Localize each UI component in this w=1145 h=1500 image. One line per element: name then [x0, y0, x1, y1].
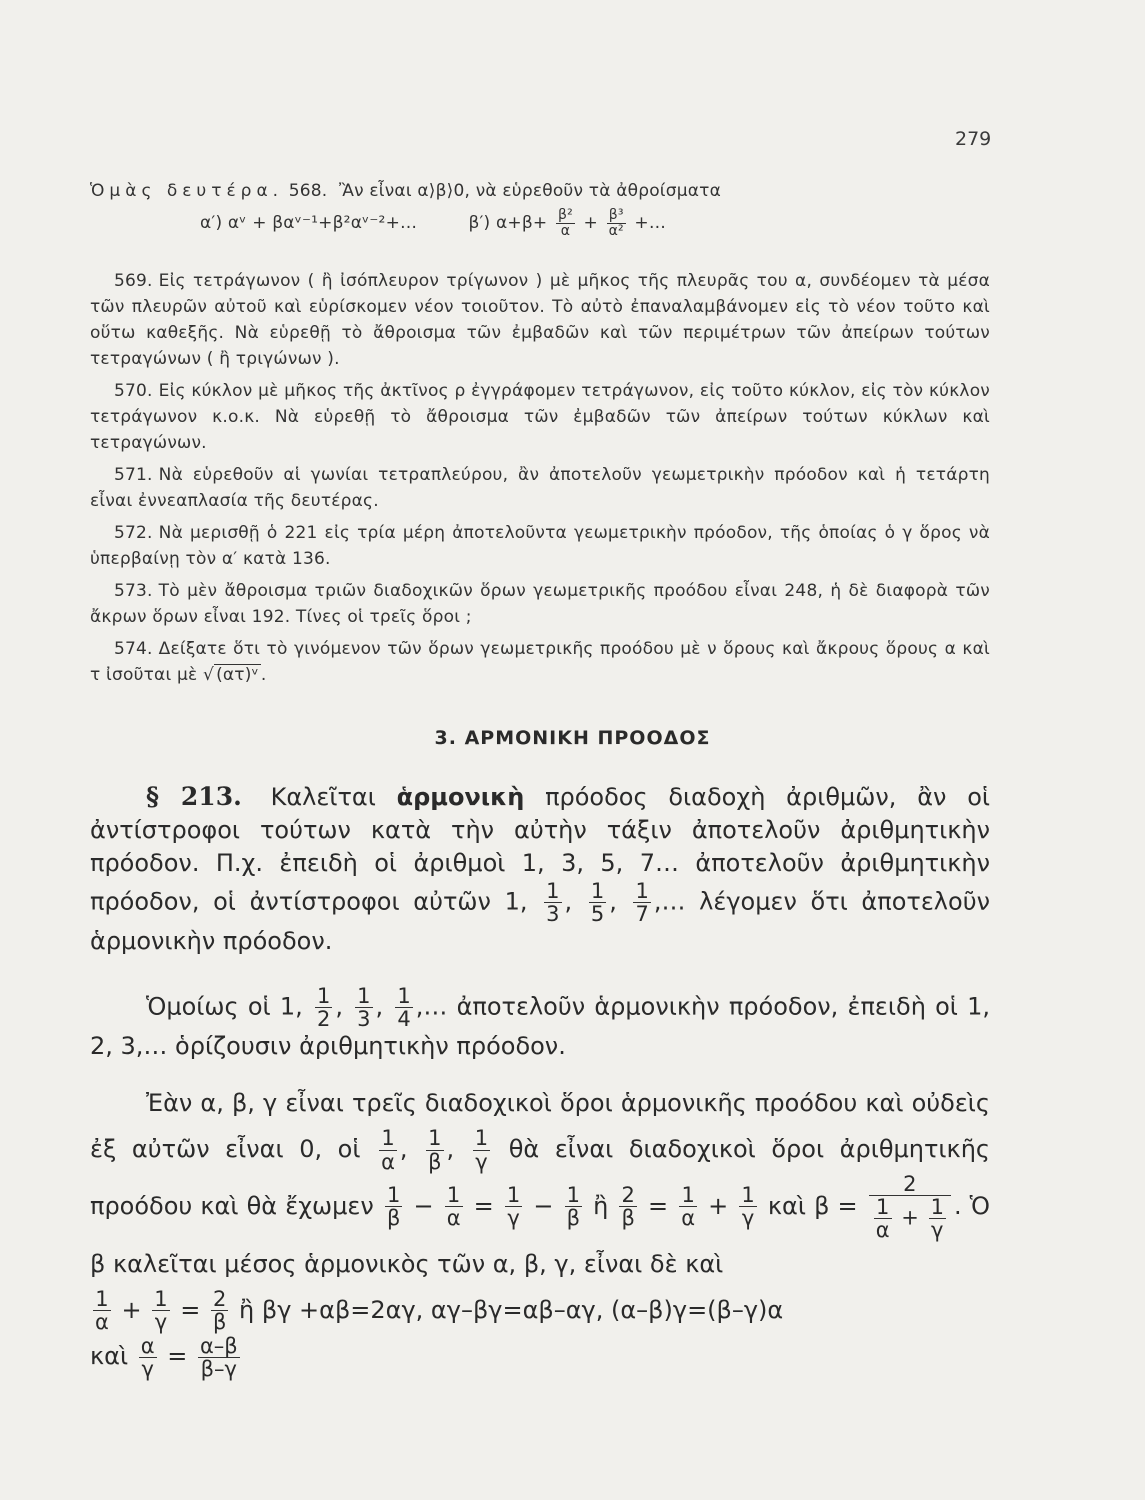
text: Ὁμοίως οἱ 1, — [146, 992, 303, 1021]
text: πρόοδος διαδοχὴ ἀριθμῶν, ἂν οἱ ἀντίστροφοι τούτων κατὰ τὴν αὐτὴν τάξιν ἀποτελοῦν ἀριθμητικὴν πρόοδον. Π.χ. ἐπειδὴ οἱ ἀριθμοὶ 1, 3, 5, 7… ἀποτελοῦν ἀριθμητικὴν πρόοδον, οἱ ἀντίστροφοι αὐτῶν 1, — [90, 783, 990, 916]
paragraph-similarly: Ὁμοίως οἱ 1, $\frac{1}{2}$ , $\frac{1}{3}$ , $\frac{1}{4}$ ,… ἀποτελοῦν ἁρμονικὴν πρόοδον, ἐπειδὴ οἱ 1, 2, 3,… ὁρίζουσιν ἀριθμητικὴν πρόοδον. — [90, 984, 991, 1061]
text-or: ἢ — [239, 1295, 255, 1324]
exercise-text: Εἰς τετράγωνον ( ἢ ἰσόπλευρον τρίγωνον ) μὲ μῆκος τῆς πλευρᾶς του α, συνδέομεν τὰ μέσα τῶν πλευρῶν αὐτοῦ καὶ εὑρίσκομεν νέον τοιοῦτον. Τὸ αὐτὸ ἐπαναλαμβάνομεν εἰς τὸ νέον τοῦτο καὶ οὕτω καθεξῆς. Νὰ εὑρεθῇ τὸ ἄθροισμα τῶν ἐμβαδῶν καὶ τῶν περιμέτρων τῶν ἀπείρων τούτων τετραγώνων ( ἢ τριγώνων ). — [90, 271, 990, 369]
numerator: 1 — [506, 1183, 521, 1208]
equation-line: βγ +αβ=2αγ, αγ–βγ=αβ–αγ, (α–β)γ=(β–γ)α — [261, 1295, 784, 1324]
denominator: α — [381, 1149, 395, 1174]
sqrt-symbol: √ — [203, 665, 215, 685]
denominator: α — [556, 223, 575, 239]
fraction-1-g — [505, 1184, 522, 1229]
fraction-1-g — [152, 1288, 169, 1333]
denominator: α — [681, 1206, 696, 1231]
exercise-568 — [90, 178, 990, 204]
numerator: 2 — [903, 1171, 917, 1196]
exercise-text: Νὰ εὑρεθοῦν αἱ γωνίαι τετραπλεύρου, ἂν ἀποτελοῦν γεωμετρικὴν πρόοδον καὶ ἡ τετάρτη εἶναι ἐννεαπλασία τῆς δευτέρας. — [90, 465, 990, 511]
exercise-569 — [90, 268, 990, 372]
fraction-1-4 — [395, 985, 412, 1030]
fraction-1-b — [385, 1184, 402, 1229]
denominator: γ — [505, 1206, 522, 1229]
numerator: 1 — [357, 984, 371, 1008]
period: . — [260, 665, 267, 685]
numerator: 1 — [428, 1126, 442, 1151]
section-heading: 3. ΑΡΜΟΝΙΚΗ ΠΡΟΟΔΟΣ — [434, 727, 711, 749]
denominator: β — [566, 1206, 580, 1231]
section-mark: § 213. — [146, 782, 242, 811]
exercise-570 — [90, 378, 990, 456]
text: Ἐὰν α, β, γ εἶναι τρεῖς διαδοχικοὶ ὅροι ἁρμονικῆς προόδου καὶ οὐδεὶς ἐξ αὐτῶν εἶναι 0, οἱ — [90, 1089, 990, 1163]
sqrt-content: (ατ)ᵛ — [216, 665, 259, 685]
exercise-text: Δείξατε ὅτι τὸ γινόμενον τῶν ὅρων γεωμετρικῆς προόδου μὲ ν ὅρους καὶ ἄκρους ὅρους α καὶ τ ἰσοῦται μὲ — [90, 639, 990, 685]
denominator: α — [875, 1217, 890, 1242]
formula-a: α′) αᵛ + βαᵛ⁻¹+β²αᵛ⁻²+… — [200, 213, 418, 234]
exercise-text: Νὰ μερισθῇ ὁ 221 εἰς τρία μέρη ἀποτελοῦντα γεωμετρικὴν πρόοδον, τῆς ὁποίας ὁ γ ὅρος νὰ ὑπερβαίνῃ τὸν α′ κατὰ 136. — [90, 523, 990, 569]
group-label: Ὁμὰς δευτέρα. — [90, 181, 284, 201]
denominator: γ — [929, 1218, 946, 1241]
text-or: ἢ — [593, 1191, 609, 1220]
exercise-number: 570. — [114, 381, 153, 401]
exercise-number: 574. — [114, 639, 153, 659]
text: ,… ἀποτελοῦν ἁρμονικὴν πρόοδον, ἐπειδὴ οἱ 1, 2, 3,… ὁρίζουσιν ἀριθμητικὴν πρόοδον. — [90, 992, 991, 1061]
fraction-a-g — [139, 1335, 157, 1380]
fraction-1-g — [473, 1127, 490, 1172]
numerator: 1 — [681, 1183, 695, 1208]
fraction-1-b — [565, 1184, 582, 1229]
denominator: 4 — [397, 1007, 411, 1032]
denominator: α — [446, 1206, 461, 1231]
numerator: 1 — [635, 879, 649, 903]
exercise-number: 571. — [114, 465, 153, 485]
denominator: α² — [608, 222, 624, 239]
fraction-1-a — [445, 1184, 463, 1229]
numerator: β² — [557, 207, 573, 223]
page-number: 279 — [955, 128, 992, 150]
fraction-1-3 — [544, 880, 561, 925]
term-harmonic: ἁρμονικὴ — [396, 783, 525, 811]
denominator: 2 — [316, 1007, 331, 1032]
exercise-571 — [90, 462, 990, 514]
exercise-number: 569. — [114, 271, 153, 291]
denominator: β — [428, 1149, 442, 1174]
numerator: 1 — [590, 879, 605, 903]
fraction-1-a — [379, 1127, 397, 1172]
harmonic-mean-fraction — [869, 1173, 951, 1241]
fraction-1-a — [874, 1196, 892, 1241]
exercise-text: Εἰς κύκλον μὲ μῆκος τῆς ἀκτῖνος ρ ἐγγράφομεν τετράγωνον, εἰς τοῦτο κύκλον, εἰς τὸν κύκλον τετράγωνον κ.ο.κ. Νὰ εὑρεθῇ τὸ ἄθροισμα τῶν ἐμβαδῶν τῶν ἀπείρων τούτων κύκλων καὶ τετραγώνων. — [90, 381, 990, 453]
numerator: 1 — [446, 1183, 461, 1208]
numerator: 1 — [474, 1126, 489, 1151]
denominator: γ — [139, 1357, 157, 1380]
denominator: 5 — [590, 902, 605, 927]
numerator: 1 — [741, 1183, 755, 1208]
denominator: γ — [152, 1310, 169, 1333]
fraction-2-b — [211, 1288, 228, 1333]
fraction-1-g — [929, 1196, 946, 1241]
formula-tail: +… — [634, 213, 667, 234]
numerator: β³ — [608, 207, 624, 223]
numerator: 1 — [154, 1287, 168, 1312]
fraction-1-g — [739, 1184, 756, 1229]
text: θὰ εἶναι διαδοχικοὶ ὅροι ἀριθμητικῆς προόδου καὶ θὰ ἔχωμεν — [90, 1135, 990, 1220]
text: . Ὁ β καλεῖται μέσος ἁρμονικὸς τῶν α, β, γ, εἶναι δὲ καὶ — [90, 1191, 991, 1278]
denominator: γ — [739, 1206, 756, 1229]
exercise-text: Ἂν εἶναι α⟩β⟩0, νὰ εὑρεθοῦν τὰ ἀθροίσματα — [338, 181, 721, 201]
fraction-1-2 — [315, 985, 332, 1030]
numerator: 2 — [212, 1287, 227, 1312]
denominator: β — [212, 1310, 227, 1335]
fraction-amb-bmg — [198, 1335, 240, 1380]
text: Καλεῖται — [270, 783, 376, 811]
numerator: 2 — [621, 1183, 635, 1208]
exercise-text: Τὸ μὲν ἄθροισμα τριῶν διαδοχικῶν ὅρων γεωμετρικῆς προόδου εἶναι 248, ἡ δὲ διαφορὰ τῶν ἄκρων ὅρων εἶναι 192. Τίνες οἱ τρεῖς ὅροι ; — [90, 581, 990, 627]
fraction-2-b — [619, 1184, 636, 1229]
denominator: 3 — [357, 1007, 371, 1032]
fraction — [607, 208, 626, 238]
denominator: γ — [473, 1150, 490, 1173]
text-and: καὶ — [90, 1342, 129, 1371]
plus-sign: + — [583, 213, 598, 234]
text: καὶ β = — [767, 1191, 858, 1220]
numerator: 1 — [546, 879, 560, 903]
exercise-number: 572. — [114, 523, 153, 543]
numerator: 1 — [381, 1126, 395, 1151]
fraction — [556, 208, 575, 238]
numerator: α — [140, 1333, 155, 1358]
exercise-number: 568. — [288, 181, 328, 201]
numerator: 1 — [386, 1183, 401, 1208]
fraction-1-5 — [589, 880, 606, 925]
text: ,… λέγομεν ὅτι ἀποτελοῦν ἁρμονικὴν πρόοδον. — [90, 887, 990, 956]
paragraph-harmonic-mean: Ἐὰν α, β, γ εἶναι τρεῖς διαδοχικοὶ ὅροι ἁρμονικῆς προόδου καὶ οὐδεὶς ἐξ αὐτῶν εἶναι 0, οἱ $\frac{1}{\alpha}$ , $\frac{1}{\beta}$ , $\frac{1}{\gamma}$ θὰ εἶναι διαδοχικοὶ ὅροι ἀριθμητικῆς προόδου καὶ θὰ ἔχωμεν $\frac{1}{\beta}$ − $\frac{1}{\alpha}$ = $\frac{1}{\gamma}$ − $\frac{1}{\beta}$ ἢ $\frac{2}{\beta}$ = $\frac{1}{\alpha}$ + $\frac{1}{\gamma}$ καὶ β = 2 $\frac{1}{\alpha}$ + $\frac{1}{\gamma}$ . Ὁ β καλεῖται μέσος ἁρμονικὸς τῶν α, β, γ, εἶναι δὲ καὶ $\frac{1}{\alpha}$ + $\frac{1}{\gamma}$ = $\frac{2}{\beta}$ ἢ βγ +αβ=2αγ, αγ–βγ=αβ–αγ, (α–β)γ=(β–γ)α καὶ $\frac{\alpha}{\gamma}$ = $\frac{\alpha-\beta}{\beta-\gamma}$ — [90, 1089, 991, 1381]
denominator: $\frac{1}{\alpha}$ + $\frac{1}{\gamma}$ — [869, 1195, 951, 1241]
denominator: β — [621, 1206, 635, 1231]
exercise-573 — [90, 578, 990, 630]
numerator: α–β — [199, 1333, 238, 1358]
denominator: α — [95, 1310, 109, 1335]
denominator: β–γ — [198, 1357, 240, 1380]
numerator: 1 — [316, 984, 331, 1008]
fraction-1-7 — [633, 880, 650, 925]
fraction-1-b — [426, 1127, 443, 1172]
numerator: 1 — [930, 1194, 944, 1219]
section-213-paragraph: § 213. Καλεῖται ἁρμονικὴ πρόοδος διαδοχὴ ἀριθμῶν, ἂν οἱ ἀντίστροφοι τούτων κατὰ τὴν αὐτὴν τάξιν ἀποτελοῦν ἀριθμητικὴν πρόοδον. Π.χ. ἐπειδὴ οἱ ἀριθμοὶ 1, 3, 5, 7… ἀποτελοῦν ἀριθμητικὴν πρόοδον, οἱ ἀντίστροφοι αὐτῶν 1, $\frac{1}{3}$ , $\frac{1}{5}$ , $\frac{1}{7}$ ,… λέγομεν ὅτι ἀποτελοῦν ἁρμονικὴν πρόοδον. — [90, 782, 990, 956]
denominator: 3 — [546, 902, 560, 927]
formula-b-lead: β′) α+β+ — [468, 213, 548, 234]
numerator: 1 — [566, 1183, 580, 1208]
exercise-572 — [90, 520, 990, 572]
numerator: 1 — [397, 984, 411, 1008]
fraction-1-a — [679, 1184, 697, 1229]
fraction-1-a — [93, 1288, 111, 1333]
exercise-574 — [90, 636, 990, 688]
exercise-568-formulas — [200, 208, 900, 238]
numerator: 1 — [876, 1194, 890, 1219]
exercise-number: 573. — [114, 581, 153, 601]
numerator: 1 — [95, 1287, 109, 1312]
denominator: β — [386, 1206, 401, 1231]
denominator: 7 — [635, 902, 649, 927]
fraction-1-3 — [355, 985, 372, 1030]
